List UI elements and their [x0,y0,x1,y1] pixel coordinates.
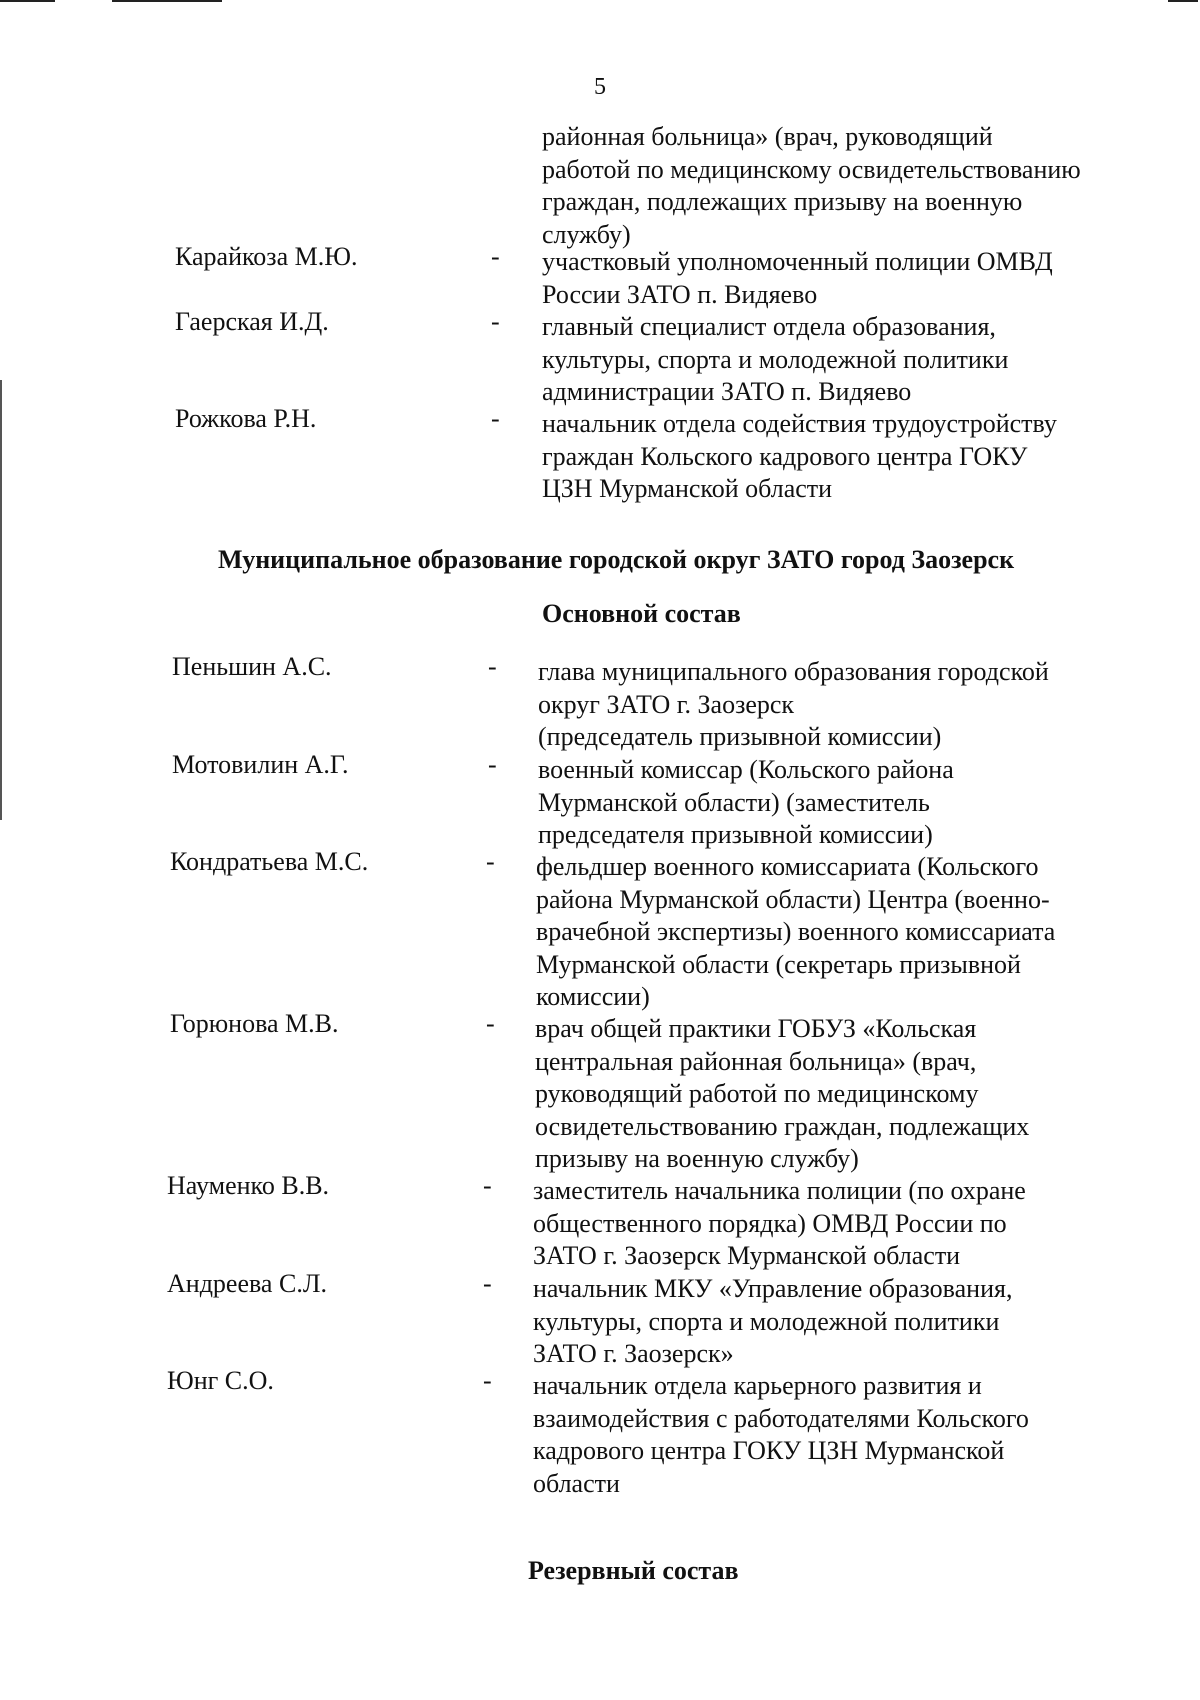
municipality-heading: Муниципальное образование городской округ ЗАТО город Заозерск [218,545,1015,574]
member-name: Мотовилин А.Г. [172,750,349,779]
member-name: Карайкоза М.Ю. [175,242,358,271]
continuation-line: службу) [542,219,631,249]
member-position: заместитель начальника полиции (по охране общественного порядка) ОМВД России по ЗАТО г. Заозерск Мурманской области [533,1176,1026,1270]
member-name: Юнг С.О. [167,1366,274,1395]
main-composition-heading: Основной состав [542,599,741,628]
member-dash: - [488,750,497,779]
member-name: Андреева С.Л. [167,1269,327,1298]
member-dash: - [483,1366,492,1395]
member-position: начальник отдела карьерного развития и взаимодействия с работодателями Кольского кадрового центра ГОКУ ЦЗН Мурманской области [533,1371,1029,1498]
scan-artifact-top-left [0,0,55,2]
member-dash: - [483,1171,492,1200]
page-number: 5 [594,74,606,100]
continuation-line: граждан, подлежащих призыву на военную [542,187,1023,216]
member-position: фельдшер военного комиссариата (Кольского района Мурманской области) Центра (военно- врачебной экспертизы) военного комиссариата Мурманской области (секретарь призывной комиссии) [536,852,1056,1011]
member-name: Горюнова М.В. [170,1009,339,1038]
member-position: врач общей практики ГОБУЗ «Кольская центральная районная больница» (врач, руководящий работой по медицинскому освидетельствованию граждан, подлежащих призыву на военную службу) [535,1014,1030,1173]
member-name: Гаерская И.Д. [175,307,329,336]
reserve-composition-heading: Резервный состав [528,1556,739,1585]
member-position: главный специалист отдела образования, культуры, спорта и молодежной политики администрации ЗАТО п. Видяево [542,312,1009,406]
member-position: глава муниципального образования городской округ ЗАТО г. Заозерск (председатель призывной комиссии) [538,657,1049,751]
continuation-line: работой по медицинскому освидетельствованию [542,154,1081,184]
continuation-line: районная больница» (врач, руководящий [542,122,993,151]
member-dash: - [483,1269,492,1298]
scan-artifact-top-right [1168,0,1198,2]
member-name: Кондратьева М.С. [170,847,369,876]
member-dash: - [491,404,500,433]
member-position: участковый уполномоченный полиции ОМВД России ЗАТО п. Видяево [542,247,1053,309]
member-dash: - [488,652,497,681]
member-dash: - [486,1009,495,1038]
member-position: военный комиссар (Кольского района Мурманской области) (заместитель председателя призывной комиссии) [538,755,954,849]
continuation-text [542,121,1081,251]
member-name: Пеньшин А.С. [172,652,332,681]
member-name: Рожкова Р.Н. [175,404,317,433]
member-position: начальник МКУ «Управление образования, культуры, спорта и молодежной политики ЗАТО г. Заозерск» [533,1274,1013,1368]
member-dash: - [491,242,500,271]
scan-artifact-top-center [112,0,222,2]
scan-artifact-left-edge [0,380,2,820]
member-position: начальник отдела содействия трудоустройству граждан Кольского кадрового центра ГОКУ ЦЗН Мурманской области [542,409,1057,503]
member-name: Науменко В.В. [167,1171,330,1200]
member-dash: - [491,307,500,336]
member-dash: - [486,847,495,876]
